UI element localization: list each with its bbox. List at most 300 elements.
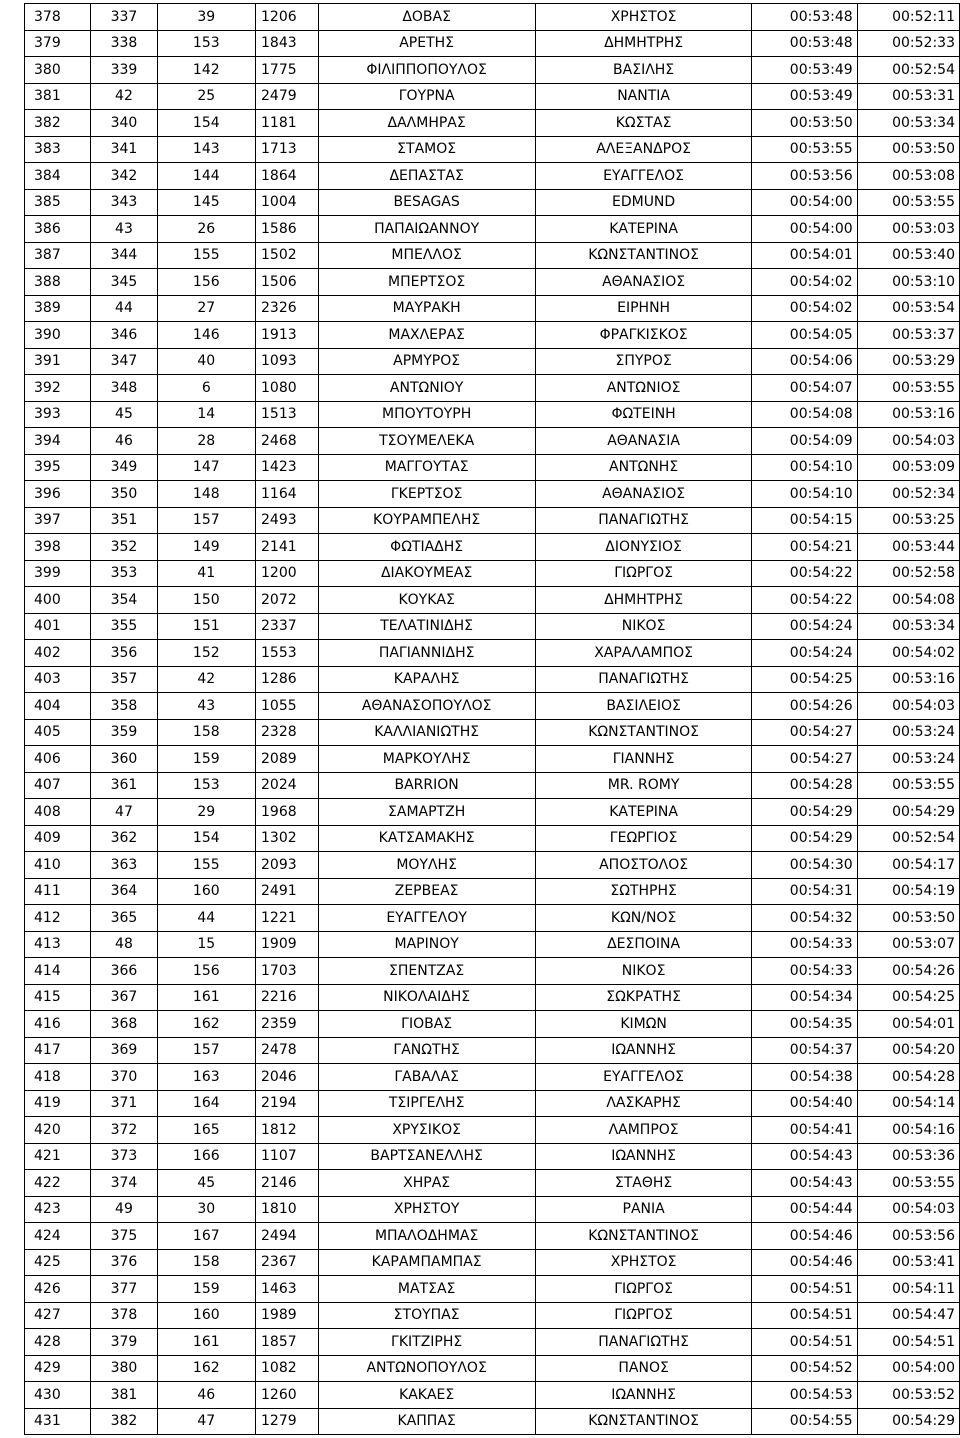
- surname-cell: ΚΟΥΡΑΜΠΕΛΗΣ: [318, 507, 535, 534]
- gun-time-cell: 00:54:29: [752, 825, 857, 852]
- overall-rank-cell: 385: [25, 189, 91, 216]
- surname-cell: BESAGAS: [318, 189, 535, 216]
- table-row: [25, 1037, 960, 1064]
- gender-rank-cell: 379: [91, 1329, 157, 1356]
- first-name-cell: ΓΙΑΝΝΗΣ: [535, 746, 752, 773]
- table-row: [25, 1064, 960, 1091]
- surname-cell: ΧΡΗΣΤΟΥ: [318, 1196, 535, 1223]
- table-row: [25, 931, 960, 958]
- table-row: [25, 57, 960, 84]
- gun-time-cell: 00:54:55: [752, 1408, 857, 1435]
- chip-time-cell: 00:53:34: [857, 613, 959, 640]
- gun-time-cell: 00:53:56: [752, 163, 857, 190]
- gun-time-cell: 00:54:26: [752, 693, 857, 720]
- bib-number-cell: 2216: [256, 984, 319, 1011]
- table-row: [25, 1117, 960, 1144]
- bib-number-cell: 2359: [256, 1011, 319, 1038]
- surname-cell: ΜΠΑΛΟΔΗΜΑΣ: [318, 1223, 535, 1250]
- first-name-cell: ΚΩΝΣΤΑΝΤΙΝΟΣ: [535, 1223, 752, 1250]
- gender-rank-cell: 339: [91, 57, 157, 84]
- overall-rank-cell: 393: [25, 401, 91, 428]
- table-row: [25, 216, 960, 243]
- gun-time-cell: 00:54:33: [752, 931, 857, 958]
- gender-rank-cell: 356: [91, 640, 157, 667]
- overall-rank-cell: 384: [25, 163, 91, 190]
- category-rank-cell: 157: [157, 507, 255, 534]
- chip-time-cell: 00:53:36: [857, 1143, 959, 1170]
- overall-rank-cell: 431: [25, 1408, 91, 1435]
- gender-rank-cell: 340: [91, 110, 157, 137]
- bib-number-cell: 1055: [256, 693, 319, 720]
- gun-time-cell: 00:53:48: [752, 30, 857, 57]
- chip-time-cell: 00:54:19: [857, 878, 959, 905]
- overall-rank-cell: 382: [25, 110, 91, 137]
- table-row: [25, 375, 960, 402]
- first-name-cell: EDMUND: [535, 189, 752, 216]
- bib-number-cell: 1703: [256, 958, 319, 985]
- gender-rank-cell: 371: [91, 1090, 157, 1117]
- gun-time-cell: 00:54:01: [752, 242, 857, 269]
- chip-time-cell: 00:54:01: [857, 1011, 959, 1038]
- category-rank-cell: 143: [157, 136, 255, 163]
- gun-time-cell: 00:54:32: [752, 905, 857, 932]
- overall-rank-cell: 417: [25, 1037, 91, 1064]
- gender-rank-cell: 374: [91, 1170, 157, 1197]
- category-rank-cell: 165: [157, 1117, 255, 1144]
- surname-cell: ΤΣΟΥΜΕΛΕΚΑ: [318, 428, 535, 455]
- gun-time-cell: 00:54:10: [752, 454, 857, 481]
- gun-time-cell: 00:54:30: [752, 852, 857, 879]
- gender-rank-cell: 43: [91, 216, 157, 243]
- category-rank-cell: 161: [157, 1329, 255, 1356]
- surname-cell: ΜΑΧΛΕΡΑΣ: [318, 322, 535, 349]
- surname-cell: ΑΝΤΩΝΟΠΟΥΛΟΣ: [318, 1355, 535, 1382]
- table-row: [25, 746, 960, 773]
- gender-rank-cell: 382: [91, 1408, 157, 1435]
- chip-time-cell: 00:53:55: [857, 375, 959, 402]
- bib-number-cell: 1279: [256, 1408, 319, 1435]
- gender-rank-cell: 368: [91, 1011, 157, 1038]
- bib-number-cell: 1586: [256, 216, 319, 243]
- table-row: [25, 1302, 960, 1329]
- category-rank-cell: 158: [157, 719, 255, 746]
- gender-rank-cell: 357: [91, 666, 157, 693]
- bib-number-cell: 1221: [256, 905, 319, 932]
- bib-number-cell: 1286: [256, 666, 319, 693]
- gun-time-cell: 00:54:35: [752, 1011, 857, 1038]
- table-row: [25, 799, 960, 826]
- chip-time-cell: 00:52:33: [857, 30, 959, 57]
- table-row: [25, 666, 960, 693]
- overall-rank-cell: 428: [25, 1329, 91, 1356]
- overall-rank-cell: 424: [25, 1223, 91, 1250]
- surname-cell: ΚΟΥΚΑΣ: [318, 587, 535, 614]
- first-name-cell: ΑΝΤΩΝΗΣ: [535, 454, 752, 481]
- overall-rank-cell: 405: [25, 719, 91, 746]
- surname-cell: ΤΕΛΑΤΙΝΙΔΗΣ: [318, 613, 535, 640]
- overall-rank-cell: 427: [25, 1302, 91, 1329]
- bib-number-cell: 2493: [256, 507, 319, 534]
- category-rank-cell: 164: [157, 1090, 255, 1117]
- category-rank-cell: 26: [157, 216, 255, 243]
- gun-time-cell: 00:53:48: [752, 4, 857, 31]
- table-row: [25, 401, 960, 428]
- category-rank-cell: 47: [157, 1408, 255, 1435]
- category-rank-cell: 161: [157, 984, 255, 1011]
- gun-time-cell: 00:54:25: [752, 666, 857, 693]
- gender-rank-cell: 361: [91, 772, 157, 799]
- category-rank-cell: 142: [157, 57, 255, 84]
- surname-cell: ΒΑΡΤΣΑΝΕΛΛΗΣ: [318, 1143, 535, 1170]
- surname-cell: ΜΑΤΣΑΣ: [318, 1276, 535, 1303]
- gun-time-cell: 00:54:15: [752, 507, 857, 534]
- gender-rank-cell: 376: [91, 1249, 157, 1276]
- gun-time-cell: 00:54:40: [752, 1090, 857, 1117]
- table-row: [25, 189, 960, 216]
- chip-time-cell: 00:53:40: [857, 242, 959, 269]
- category-rank-cell: 14: [157, 401, 255, 428]
- table-row: [25, 507, 960, 534]
- first-name-cell: ΑΘΑΝΑΣΙΑ: [535, 428, 752, 455]
- first-name-cell: ΚΩΣΤΑΣ: [535, 110, 752, 137]
- table-row: [25, 878, 960, 905]
- table-row: [25, 772, 960, 799]
- first-name-cell: ΣΩΚΡΑΤΗΣ: [535, 984, 752, 1011]
- overall-rank-cell: 425: [25, 1249, 91, 1276]
- category-rank-cell: 166: [157, 1143, 255, 1170]
- chip-time-cell: 00:53:03: [857, 216, 959, 243]
- overall-rank-cell: 415: [25, 984, 91, 1011]
- chip-time-cell: 00:54:03: [857, 693, 959, 720]
- table-row: [25, 560, 960, 587]
- gun-time-cell: 00:54:46: [752, 1223, 857, 1250]
- overall-rank-cell: 391: [25, 348, 91, 375]
- table-row: [25, 534, 960, 561]
- first-name-cell: ΙΩΑΝΝΗΣ: [535, 1382, 752, 1409]
- first-name-cell: ΚΩΝΣΤΑΝΤΙΝΟΣ: [535, 1408, 752, 1435]
- category-rank-cell: 15: [157, 931, 255, 958]
- overall-rank-cell: 378: [25, 4, 91, 31]
- surname-cell: ΧΗΡΑΣ: [318, 1170, 535, 1197]
- surname-cell: ΑΡΜΥΡΟΣ: [318, 348, 535, 375]
- first-name-cell: ΚΑΤΕΡΙΝΑ: [535, 216, 752, 243]
- chip-time-cell: 00:54:14: [857, 1090, 959, 1117]
- category-rank-cell: 149: [157, 534, 255, 561]
- gender-rank-cell: 378: [91, 1302, 157, 1329]
- gender-rank-cell: 359: [91, 719, 157, 746]
- overall-rank-cell: 419: [25, 1090, 91, 1117]
- bib-number-cell: 1812: [256, 1117, 319, 1144]
- first-name-cell: ΔΙΟΝΥΣΙΟΣ: [535, 534, 752, 561]
- surname-cell: ΔΑΛΜΗΡΑΣ: [318, 110, 535, 137]
- table-row: [25, 454, 960, 481]
- gender-rank-cell: 343: [91, 189, 157, 216]
- gender-rank-cell: 45: [91, 401, 157, 428]
- surname-cell: ΣΠΕΝΤΖΑΣ: [318, 958, 535, 985]
- surname-cell: ΜΑΡΙΝΟΥ: [318, 931, 535, 958]
- bib-number-cell: 2468: [256, 428, 319, 455]
- category-rank-cell: 28: [157, 428, 255, 455]
- overall-rank-cell: 395: [25, 454, 91, 481]
- bib-number-cell: 1843: [256, 30, 319, 57]
- category-rank-cell: 160: [157, 1302, 255, 1329]
- first-name-cell: ΚΑΤΕΡΙΝΑ: [535, 799, 752, 826]
- overall-rank-cell: 400: [25, 587, 91, 614]
- bib-number-cell: 2089: [256, 746, 319, 773]
- category-rank-cell: 153: [157, 30, 255, 57]
- bib-number-cell: 1200: [256, 560, 319, 587]
- bib-number-cell: 1463: [256, 1276, 319, 1303]
- gun-time-cell: 00:54:02: [752, 295, 857, 322]
- overall-rank-cell: 429: [25, 1355, 91, 1382]
- category-rank-cell: 29: [157, 799, 255, 826]
- table-row: [25, 1143, 960, 1170]
- overall-rank-cell: 422: [25, 1170, 91, 1197]
- first-name-cell: ΙΩΑΝΝΗΣ: [535, 1143, 752, 1170]
- chip-time-cell: 00:53:37: [857, 322, 959, 349]
- gender-rank-cell: 351: [91, 507, 157, 534]
- overall-rank-cell: 380: [25, 57, 91, 84]
- gender-rank-cell: 377: [91, 1276, 157, 1303]
- category-rank-cell: 44: [157, 905, 255, 932]
- chip-time-cell: 00:54:03: [857, 428, 959, 455]
- gender-rank-cell: 341: [91, 136, 157, 163]
- bib-number-cell: 1713: [256, 136, 319, 163]
- bib-number-cell: 1093: [256, 348, 319, 375]
- bib-number-cell: 1302: [256, 825, 319, 852]
- surname-cell: ΜΠΕΡΤΣΟΣ: [318, 269, 535, 296]
- chip-time-cell: 00:53:24: [857, 719, 959, 746]
- bib-number-cell: 1107: [256, 1143, 319, 1170]
- first-name-cell: ΝΑΝΤΙΑ: [535, 83, 752, 110]
- table-row: [25, 1355, 960, 1382]
- surname-cell: ΚΑΡΑΛΗΣ: [318, 666, 535, 693]
- first-name-cell: ΠΑΝΑΓΙΩΤΗΣ: [535, 666, 752, 693]
- category-rank-cell: 154: [157, 110, 255, 137]
- category-rank-cell: 39: [157, 4, 255, 31]
- chip-time-cell: 00:54:28: [857, 1064, 959, 1091]
- first-name-cell: ΠΑΝΑΓΙΩΤΗΣ: [535, 507, 752, 534]
- table-row: [25, 4, 960, 31]
- gun-time-cell: 00:54:02: [752, 269, 857, 296]
- gun-time-cell: 00:54:22: [752, 560, 857, 587]
- surname-cell: ΓΚΕΡΤΣΟΣ: [318, 481, 535, 508]
- category-rank-cell: 25: [157, 83, 255, 110]
- category-rank-cell: 150: [157, 587, 255, 614]
- overall-rank-cell: 388: [25, 269, 91, 296]
- bib-number-cell: 1181: [256, 110, 319, 137]
- gender-rank-cell: 349: [91, 454, 157, 481]
- surname-cell: ΚΑΤΣΑΜΑΚΗΣ: [318, 825, 535, 852]
- surname-cell: ΝΙΚΟΛΑΙΔΗΣ: [318, 984, 535, 1011]
- overall-rank-cell: 381: [25, 83, 91, 110]
- first-name-cell: ΝΙΚΟΣ: [535, 958, 752, 985]
- table-row: [25, 1196, 960, 1223]
- gun-time-cell: 00:54:53: [752, 1382, 857, 1409]
- bib-number-cell: 2093: [256, 852, 319, 879]
- gender-rank-cell: 364: [91, 878, 157, 905]
- gender-rank-cell: 46: [91, 428, 157, 455]
- chip-time-cell: 00:54:29: [857, 1408, 959, 1435]
- first-name-cell: ΠΑΝΟΣ: [535, 1355, 752, 1382]
- gun-time-cell: 00:54:34: [752, 984, 857, 1011]
- table-row: [25, 905, 960, 932]
- chip-time-cell: 00:53:55: [857, 189, 959, 216]
- chip-time-cell: 00:53:54: [857, 295, 959, 322]
- first-name-cell: ΒΑΣΙΛΗΣ: [535, 57, 752, 84]
- gender-rank-cell: 346: [91, 322, 157, 349]
- bib-number-cell: 1164: [256, 481, 319, 508]
- surname-cell: ΜΟΥΛΗΣ: [318, 852, 535, 879]
- gun-time-cell: 00:54:28: [752, 772, 857, 799]
- overall-rank-cell: 421: [25, 1143, 91, 1170]
- table-row: [25, 242, 960, 269]
- chip-time-cell: 00:53:16: [857, 666, 959, 693]
- table-row: [25, 1011, 960, 1038]
- overall-rank-cell: 386: [25, 216, 91, 243]
- table-row: [25, 984, 960, 1011]
- bib-number-cell: 1506: [256, 269, 319, 296]
- gun-time-cell: 00:54:29: [752, 799, 857, 826]
- gender-rank-cell: 360: [91, 746, 157, 773]
- bib-number-cell: 1864: [256, 163, 319, 190]
- category-rank-cell: 147: [157, 454, 255, 481]
- chip-time-cell: 00:54:11: [857, 1276, 959, 1303]
- overall-rank-cell: 396: [25, 481, 91, 508]
- gun-time-cell: 00:54:52: [752, 1355, 857, 1382]
- category-rank-cell: 153: [157, 772, 255, 799]
- category-rank-cell: 157: [157, 1037, 255, 1064]
- gun-time-cell: 00:54:10: [752, 481, 857, 508]
- gun-time-cell: 00:54:24: [752, 640, 857, 667]
- bib-number-cell: 2478: [256, 1037, 319, 1064]
- overall-rank-cell: 420: [25, 1117, 91, 1144]
- gender-rank-cell: 337: [91, 4, 157, 31]
- first-name-cell: ΑΘΑΝΑΣΙΟΣ: [535, 481, 752, 508]
- first-name-cell: ΕΥΑΓΓΕΛΟΣ: [535, 1064, 752, 1091]
- bib-number-cell: 1913: [256, 322, 319, 349]
- gun-time-cell: 00:54:46: [752, 1249, 857, 1276]
- category-rank-cell: 156: [157, 269, 255, 296]
- category-rank-cell: 160: [157, 878, 255, 905]
- first-name-cell: ΑΘΑΝΑΣΙΟΣ: [535, 269, 752, 296]
- bib-number-cell: 2046: [256, 1064, 319, 1091]
- overall-rank-cell: 389: [25, 295, 91, 322]
- first-name-cell: ΕΙΡΗΝΗ: [535, 295, 752, 322]
- chip-time-cell: 00:53:24: [857, 746, 959, 773]
- surname-cell: ΔΙΑΚΟΥΜΕΑΣ: [318, 560, 535, 587]
- gun-time-cell: 00:53:50: [752, 110, 857, 137]
- first-name-cell: ΣΠΥΡΟΣ: [535, 348, 752, 375]
- category-rank-cell: 146: [157, 322, 255, 349]
- gender-rank-cell: 44: [91, 295, 157, 322]
- gun-time-cell: 00:53:49: [752, 57, 857, 84]
- chip-time-cell: 00:53:09: [857, 454, 959, 481]
- gun-time-cell: 00:54:21: [752, 534, 857, 561]
- bib-number-cell: 2328: [256, 719, 319, 746]
- first-name-cell: ΚΩΝΣΤΑΝΤΙΝΟΣ: [535, 242, 752, 269]
- bib-number-cell: 2141: [256, 534, 319, 561]
- surname-cell: ΣΤΑΜΟΣ: [318, 136, 535, 163]
- gun-time-cell: 00:54:00: [752, 189, 857, 216]
- first-name-cell: ΔΗΜΗΤΡΗΣ: [535, 587, 752, 614]
- surname-cell: ΠΑΠΑΙΩΑΝΝΟΥ: [318, 216, 535, 243]
- table-row: [25, 269, 960, 296]
- gender-rank-cell: 366: [91, 958, 157, 985]
- chip-time-cell: 00:52:34: [857, 481, 959, 508]
- category-rank-cell: 162: [157, 1355, 255, 1382]
- chip-time-cell: 00:53:55: [857, 1170, 959, 1197]
- overall-rank-cell: 387: [25, 242, 91, 269]
- table-row: [25, 481, 960, 508]
- gender-rank-cell: 380: [91, 1355, 157, 1382]
- bib-number-cell: 2072: [256, 587, 319, 614]
- surname-cell: ΧΡΥΣΙΚΟΣ: [318, 1117, 535, 1144]
- table-row: [25, 613, 960, 640]
- first-name-cell: ΠΑΝΑΓΙΩΤΗΣ: [535, 1329, 752, 1356]
- overall-rank-cell: 403: [25, 666, 91, 693]
- surname-cell: ΔΕΠΑΣΤΑΣ: [318, 163, 535, 190]
- surname-cell: ΓΚΙΤΖΙΡΗΣ: [318, 1329, 535, 1356]
- gender-rank-cell: 347: [91, 348, 157, 375]
- table-row: [25, 640, 960, 667]
- category-rank-cell: 27: [157, 295, 255, 322]
- gender-rank-cell: 363: [91, 852, 157, 879]
- table-row: [25, 825, 960, 852]
- first-name-cell: ΛΑΜΠΡΟΣ: [535, 1117, 752, 1144]
- gun-time-cell: 00:54:44: [752, 1196, 857, 1223]
- surname-cell: ΓΑΝΩΤΗΣ: [318, 1037, 535, 1064]
- surname-cell: ΚΑΡΑΜΠΑΜΠΑΣ: [318, 1249, 535, 1276]
- gun-time-cell: 00:54:00: [752, 216, 857, 243]
- category-rank-cell: 43: [157, 693, 255, 720]
- chip-time-cell: 00:53:50: [857, 905, 959, 932]
- surname-cell: ΜΠΕΛΛΟΣ: [318, 242, 535, 269]
- surname-cell: ΦΙΛΙΠΠΟΠΟΥΛΟΣ: [318, 57, 535, 84]
- table-row: [25, 587, 960, 614]
- bib-number-cell: 1423: [256, 454, 319, 481]
- overall-rank-cell: 401: [25, 613, 91, 640]
- chip-time-cell: 00:52:11: [857, 4, 959, 31]
- category-rank-cell: 154: [157, 825, 255, 852]
- surname-cell: ΑΝΤΩΝΙΟΥ: [318, 375, 535, 402]
- first-name-cell: ΚΩΝΣΤΑΝΤΙΝΟΣ: [535, 719, 752, 746]
- chip-time-cell: 00:54:20: [857, 1037, 959, 1064]
- surname-cell: ΦΩΤΙΑΔΗΣ: [318, 534, 535, 561]
- table-row: [25, 428, 960, 455]
- surname-cell: ΔΟΒΑΣ: [318, 4, 535, 31]
- bib-number-cell: 2024: [256, 772, 319, 799]
- first-name-cell: ΓΙΩΡΓΟΣ: [535, 560, 752, 587]
- bib-number-cell: 1857: [256, 1329, 319, 1356]
- table-row: [25, 852, 960, 879]
- overall-rank-cell: 407: [25, 772, 91, 799]
- first-name-cell: ΚΙΜΩΝ: [535, 1011, 752, 1038]
- first-name-cell: ΛΑΣΚΑΡΗΣ: [535, 1090, 752, 1117]
- chip-time-cell: 00:54:17: [857, 852, 959, 879]
- overall-rank-cell: 397: [25, 507, 91, 534]
- surname-cell: ΠΑΓΙΑΝΝΙΔΗΣ: [318, 640, 535, 667]
- surname-cell: ΕΥΑΓΓΕΛΟΥ: [318, 905, 535, 932]
- gender-rank-cell: 47: [91, 799, 157, 826]
- gender-rank-cell: 381: [91, 1382, 157, 1409]
- first-name-cell: ΧΑΡΑΛΑΜΠΟΣ: [535, 640, 752, 667]
- overall-rank-cell: 409: [25, 825, 91, 852]
- gun-time-cell: 00:53:49: [752, 83, 857, 110]
- gun-time-cell: 00:54:41: [752, 1117, 857, 1144]
- chip-time-cell: 00:54:00: [857, 1355, 959, 1382]
- chip-time-cell: 00:54:25: [857, 984, 959, 1011]
